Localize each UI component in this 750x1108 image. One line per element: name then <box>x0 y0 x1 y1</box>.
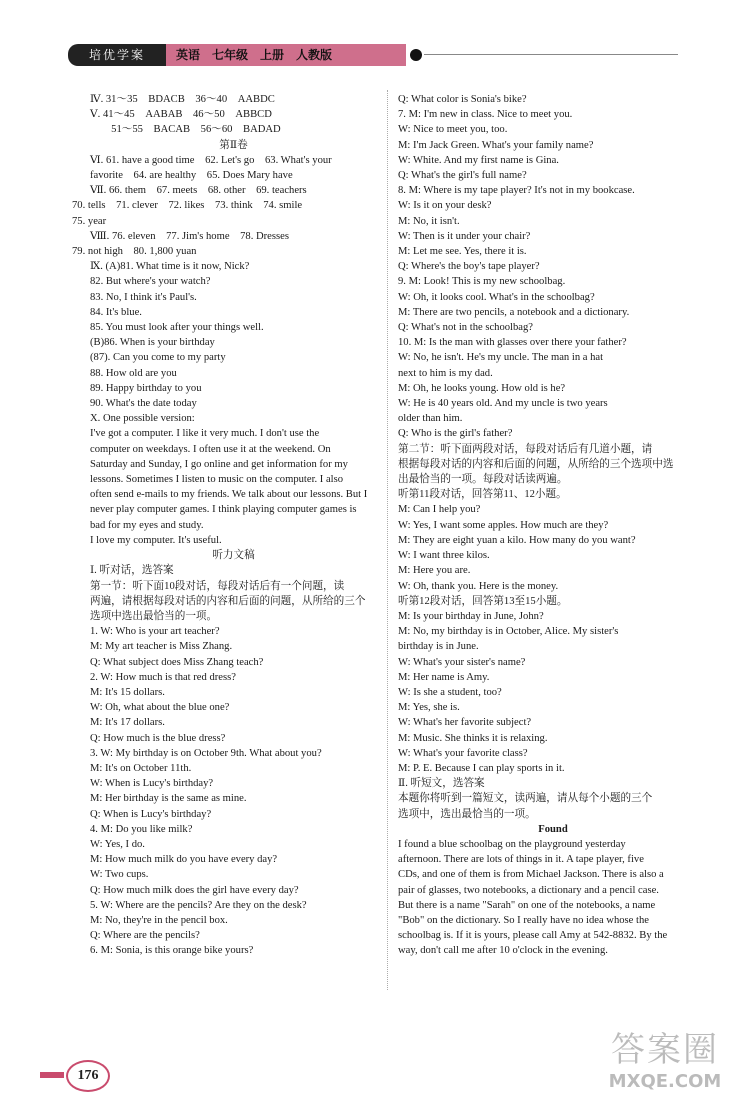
text-line: Q: How much milk does the girl have every day? <box>90 884 299 896</box>
text-line: Saturday and Sunday, I go online and get information for my <box>90 458 348 470</box>
text-line: W: Is it on your desk? <box>398 200 492 212</box>
text-line: M: No, they're in the pencil box. <box>90 914 228 926</box>
text-line: Ⅳ. 31～35 BDACB 36～40 AABDC <box>90 94 275 105</box>
text-line: W: What's her favorite subject? <box>398 717 532 729</box>
section-title: 听力文稿 <box>212 550 255 562</box>
text-line: M: Her name is Amy. <box>398 671 490 683</box>
text-line: W: Nice to meet you, too. <box>398 124 508 136</box>
text-line: M: Can I help you? <box>398 504 481 516</box>
text-line: 听第11段对话，回答第11、12小题。 <box>398 489 567 501</box>
text-line: W: No, he isn't. He's my uncle. The man in a hat <box>398 352 604 364</box>
text-line: Ⅰ. 听对话，选答案 <box>90 565 174 577</box>
text-line: But there is a name "Sarah" on one of the notebooks, a name <box>398 899 656 911</box>
text-line: W: Yes, I want some apples. How much are they? <box>398 519 609 531</box>
text-line: 5. W: Where are the pencils? Are they on the desk? <box>90 899 307 911</box>
page-number-bar <box>40 1072 64 1078</box>
text-line: Ⅷ. 76. eleven 77. Jim's home 78. Dresses <box>90 230 289 242</box>
text-line: Q: When is Lucy's birthday? <box>90 808 212 820</box>
text-line: Q: Who is the girl's father? <box>398 428 513 440</box>
text-line: W: Two cups. <box>90 869 149 881</box>
text-line: 82. But where's your watch? <box>90 276 211 288</box>
text-line: 1. W: Who is your art teacher? <box>90 626 220 638</box>
text-line: Q: What's not in the schoolbag? <box>398 322 533 334</box>
text-line: schoolbag is. If it is yours, please call Amy at 542-8832. By the <box>398 930 668 942</box>
text-line: 本题你将听到一篇短文，读两遍，请从每个小题的三个 <box>398 793 653 805</box>
header-rule <box>424 54 678 55</box>
text-line: Q: Where are the pencils? <box>90 930 200 942</box>
text-line: 选项中，选出最恰当的一项。 <box>398 808 536 820</box>
text-line: 83. No, I think it's Paul's. <box>90 291 197 303</box>
text-line: afternoon. There are lots of things in it. A tape player, five <box>398 854 644 866</box>
column-divider <box>387 90 388 990</box>
text-line: next to him is my dad. <box>398 367 493 379</box>
text-line: 90. What's the date today <box>90 398 197 410</box>
text-line: 79. not high 80. 1,800 yuan <box>72 246 197 258</box>
text-line: W: When is Lucy's birthday? <box>90 778 214 790</box>
text-line: 10. M: Is the man with glasses over there your father? <box>398 337 627 349</box>
text-line: I've got a computer. I like it very much. I don't use the <box>90 428 320 440</box>
text-line: M: There are two pencils, a notebook and a dictionary. <box>398 306 630 318</box>
text-line: W: Is she a student, too? <box>398 686 502 698</box>
page-header <box>68 44 678 68</box>
text-line: W: He is 40 years old. And my uncle is two years <box>398 398 608 410</box>
text-line: 3. W: My birthday is on October 9th. What about you? <box>90 747 322 759</box>
text-line: "Bob" on the dictionary. So I really have no idea whose the <box>398 914 649 926</box>
text-line: X. One possible version: <box>90 413 195 425</box>
watermark-url: MXQE.COM <box>608 1071 722 1092</box>
text-line: 85. You must look after your things well. <box>90 322 264 334</box>
header-dot <box>410 49 422 61</box>
text-line: Ⅱ. 听短文，选答案 <box>398 778 485 790</box>
text-line: Ⅵ. 61. have a good time 62. Let's go 63. What's your <box>90 154 332 166</box>
watermark-logo <box>590 1022 740 1102</box>
section-title: 第Ⅱ卷 <box>219 139 248 151</box>
text-line: 出最恰当的一项。每段对话读两遍。 <box>398 474 568 486</box>
page-number: 176 <box>66 1060 110 1092</box>
text-line: W: Then is it under your chair? <box>398 230 531 242</box>
text-line: 7. M: I'm new in class. Nice to meet you. <box>398 109 573 121</box>
text-line: I found a blue schoolbag on the playground yesterday <box>398 838 626 850</box>
text-line: (87). Can you come to my party <box>90 352 226 364</box>
series-label: 培优学案 <box>68 44 166 66</box>
text-line: 6. M: Sonia, is this orange bike yours? <box>90 945 254 957</box>
text-line: 84. It's blue. <box>90 306 142 318</box>
text-line: I love my computer. It's useful. <box>90 534 222 546</box>
text-line: 2. W: How much is that red dress? <box>90 671 236 683</box>
text-line: 9. M: Look! This is my new schoolbag. <box>398 276 566 288</box>
passage-title: Found <box>538 823 568 835</box>
text-line: bad for my eyes and study. <box>90 519 204 531</box>
text-line: M: It's 15 dollars. <box>90 686 165 698</box>
text-line: W: Oh, it looks cool. What's in the schoolbag? <box>398 291 595 303</box>
text-line: M: Her birthday is the same as mine. <box>90 793 247 805</box>
text-line: Ⅸ. (A)81. What time is it now, Nick? <box>90 261 250 273</box>
text-line: CDs, and one of them is from Michael Jackson. There is also a <box>398 869 664 881</box>
text-line: Ⅶ. 66. them 67. meets 68. other 69. teachers <box>90 185 307 197</box>
text-line: W: I want three kilos. <box>398 550 490 562</box>
text-line: 51～55 BACAB 56～60 BADAD <box>90 124 281 136</box>
text-line: often send e-mails to my friends. We talk about our lessons. But I <box>90 489 368 501</box>
text-line: W: Yes, I do. <box>90 838 145 850</box>
text-line: pair of glasses, two notebooks, a dictionary and a pencil case. <box>398 884 659 896</box>
text-line: M: Music. She thinks it is relaxing. <box>398 732 548 744</box>
text-line: Q: What's the girl's full name? <box>398 170 527 182</box>
text-line: M: No, my birthday is in October, Alice. My sister's <box>398 626 619 638</box>
text-line: 第二节：听下面两段对话，每段对话后有几道小题，请 <box>398 443 653 455</box>
text-line: W: Oh, what about the blue one? <box>90 702 230 714</box>
text-line: W: White. And my first name is Gina. <box>398 154 559 166</box>
text-line: M: How much milk do you have every day? <box>90 854 278 866</box>
text-line: 88. How old are you <box>90 367 177 379</box>
text-line: older than him. <box>398 413 463 425</box>
text-line: Ⅴ. 41～45 AABAB 46～50 ABBCD <box>90 109 272 121</box>
text-line: favorite 64. are healthy 65. Does Mary have <box>90 170 293 182</box>
text-line: 根据每段对话的内容和后面的问题，从所给的三个选项中选 <box>398 458 674 470</box>
right-column <box>398 92 708 959</box>
text-line: M: No, it isn't. <box>398 215 460 227</box>
text-line: 第一节：听下面10段对话，每段对话后有一个问题，读 <box>90 580 345 592</box>
text-line: W: Oh, thank you. Here is the money. <box>398 580 559 592</box>
text-line: 两遍，请根据每段对话的内容和后面的问题，从所给的三个 <box>90 595 366 607</box>
text-line: lessons. Sometimes I listen to music on the computer. I also <box>90 474 344 486</box>
left-column <box>72 92 377 959</box>
watermark-text: 答案圈 <box>611 1030 719 1070</box>
text-line: M: P. E. Because I can play sports in it. <box>398 762 565 774</box>
text-line: 75. year <box>72 215 107 227</box>
text-line: M: Let me see. Yes, there it is. <box>398 246 527 258</box>
text-line: Q: Where's the boy's tape player? <box>398 261 540 273</box>
text-line: M: Oh, he looks young. How old is he? <box>398 382 566 394</box>
text-line: M: They are eight yuan a kilo. How many do you want? <box>398 534 636 546</box>
subject-label: 英语 七年级 上册 人教版 <box>166 44 406 66</box>
text-line: M: I'm Jack Green. What's your family name? <box>398 139 594 151</box>
text-line: Q: How much is the blue dress? <box>90 732 226 744</box>
text-line: M: Here you are. <box>398 565 471 577</box>
text-line: computer on weekdays. I often use it at the weekend. On <box>90 443 331 455</box>
text-line: M: Is your birthday in June, John? <box>398 610 544 622</box>
text-line: M: Yes, she is. <box>398 702 460 714</box>
text-line: 89. Happy birthday to you <box>90 382 202 394</box>
text-line: (B)86. When is your birthday <box>90 337 215 349</box>
text-line: M: It's on October 11th. <box>90 762 192 774</box>
text-line: birthday is in June. <box>398 641 479 653</box>
text-line: W: What's your sister's name? <box>398 656 526 668</box>
text-line: M: It's 17 dollars. <box>90 717 165 729</box>
text-line: 选项中选出最恰当的一项。 <box>90 610 218 622</box>
text-line: Q: What subject does Miss Zhang teach? <box>90 656 264 668</box>
text-line: never play computer games. I think playing computer games is <box>90 504 357 516</box>
text-line: 4. M: Do you like milk? <box>90 823 193 835</box>
text-line: 听第12段对话，回答第13至15小题。 <box>398 595 568 607</box>
text-line: M: My art teacher is Miss Zhang. <box>90 641 233 653</box>
text-line: W: What's your favorite class? <box>398 747 528 759</box>
text-line: 70. tells 71. clever 72. likes 73. think 74. smile <box>72 200 303 212</box>
text-line: 8. M: Where is my tape player? It's not in my bookcase. <box>398 185 635 197</box>
text-line: Q: What color is Sonia's bike? <box>398 94 527 105</box>
text-line: way, don't call me after 10 o'clock in the evening. <box>398 945 608 957</box>
